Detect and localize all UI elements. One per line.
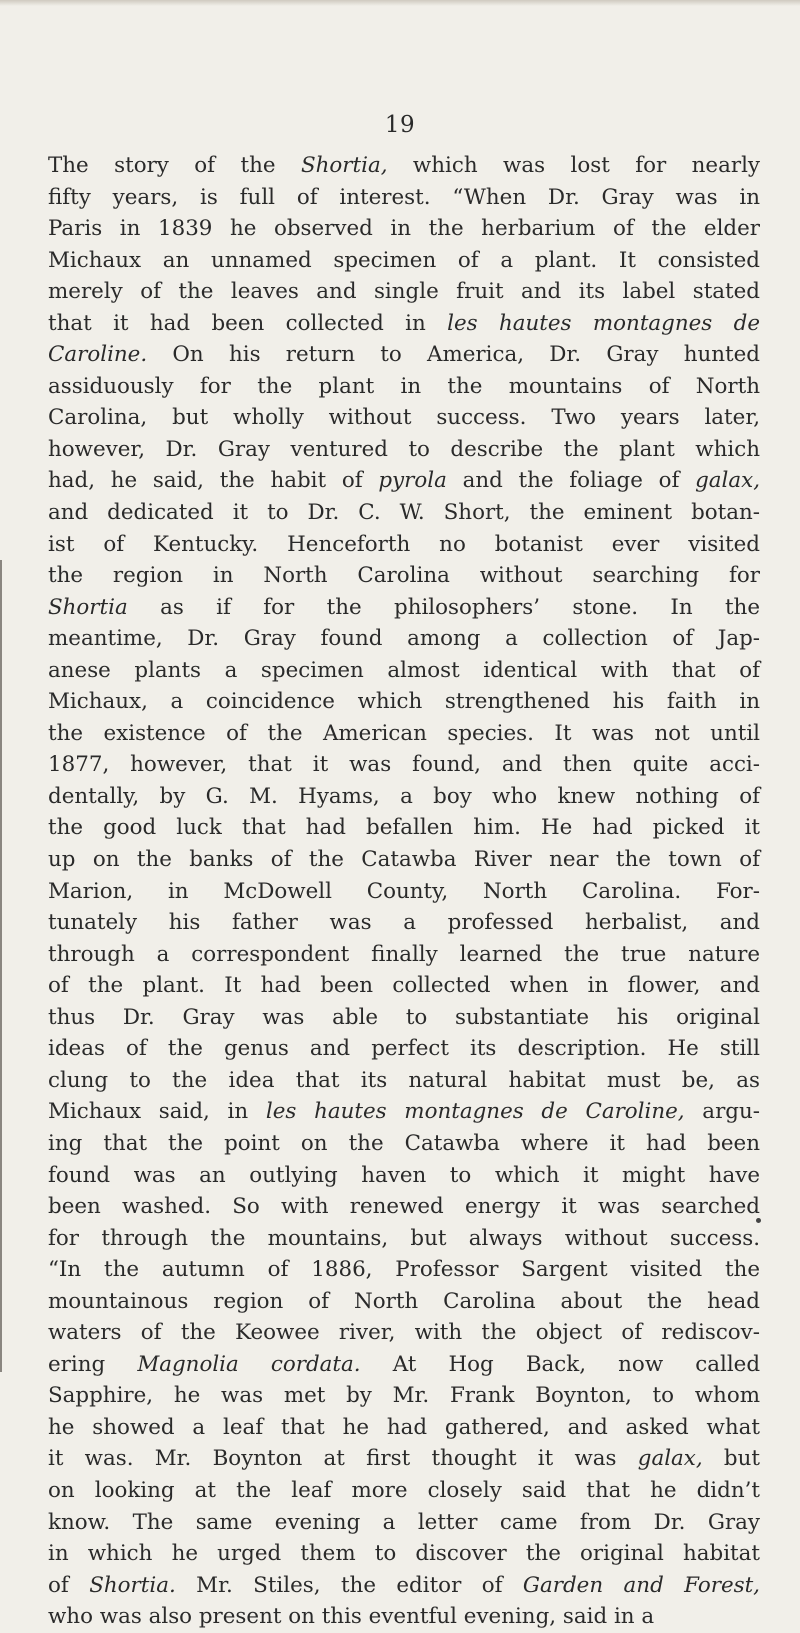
text-run: on looking at the leaf more closely said that he didn’t (48, 1477, 760, 1503)
text-line (48, 1160, 760, 1192)
text-run: the existence of the American species. It was not until (48, 720, 760, 746)
text-run: of the plant. It had been collected when in flower, and (48, 973, 760, 999)
text-run: fifty years, is full of interest. “When Dr. Gray was in (48, 184, 760, 210)
text-run: ist of Kentucky. Henceforth no botanist ever visited (48, 531, 760, 557)
text-line (48, 1443, 760, 1475)
text-line (48, 623, 760, 655)
text-line (48, 1475, 760, 1507)
text-run: which was lost for nearly (387, 153, 760, 178)
text-line (48, 182, 760, 214)
text-run: that it had been collected in (48, 310, 448, 336)
text-run: had, he said, the habit of (48, 468, 379, 494)
text-run: but (702, 1446, 760, 1472)
text-line (48, 1128, 760, 1160)
italic-text: Garden and Forest, (522, 1572, 760, 1598)
text-line (48, 1002, 760, 1034)
text-run: Michaux an unnamed specimen of a plant. It consisted (48, 247, 760, 273)
text-line (48, 1223, 760, 1255)
italic-text: Shortia, (300, 153, 388, 178)
text-run: Carolina, but wholly without success. Two years later, (48, 405, 760, 431)
text-line (48, 1349, 760, 1381)
text-run: The story of the (48, 153, 301, 178)
text-run: Mr. Stiles, the editor of (175, 1572, 523, 1598)
text-run: of (48, 1572, 90, 1598)
text-run: tunately his father was a professed herbalist, and (48, 910, 760, 936)
text-line (48, 339, 760, 371)
text-run: At Hog Back, now called (360, 1351, 761, 1377)
text-line (48, 1254, 760, 1286)
text-line (48, 276, 760, 308)
text-line (48, 1538, 760, 1570)
italic-text: les hautes montagnes de Caroline, (265, 1099, 685, 1125)
text-run: the good luck that had befallen him. He had picked it (48, 815, 760, 841)
text-line (48, 655, 760, 687)
text-line (48, 1191, 760, 1223)
text-run: ering (48, 1351, 138, 1377)
text-run: through a correspondent finally learned the true nature (48, 941, 760, 967)
text-line (48, 781, 760, 813)
text-line (48, 939, 760, 971)
text-line (48, 592, 760, 624)
text-run: in which he urged them to discover the original habitat (48, 1541, 760, 1567)
text-run: waters of the Keowee river, with the object of rediscov- (48, 1320, 760, 1346)
text-run: meantime, Dr. Gray found among a collection of Jap- (48, 626, 760, 652)
text-line (48, 1412, 760, 1444)
italic-text: Caroline. (48, 342, 148, 368)
italic-text: Shortia. (89, 1572, 176, 1598)
text-run: however, Dr. Gray ventured to describe the plant which (48, 436, 760, 462)
text-line (48, 718, 760, 750)
text-run: assiduously for the plant in the mountains of North (48, 373, 760, 399)
text-run: “In the autumn of 1886, Professor Sargent visited the (48, 1257, 760, 1283)
text-line (48, 907, 760, 939)
text-line (48, 686, 760, 718)
text-line (48, 434, 760, 466)
text-run: up on the banks of the Catawba River near the town of (48, 847, 760, 873)
text-line (48, 1065, 760, 1097)
page-top-edge (0, 0, 800, 6)
text-line (48, 812, 760, 844)
text-run: and dedicated it to Dr. C. W. Short, the eminent botan- (48, 500, 760, 526)
text-line (48, 1286, 760, 1318)
text-line (48, 1096, 760, 1128)
text-run: he showed a leaf that he had gathered, and asked what (48, 1414, 760, 1440)
text-line (48, 150, 760, 182)
text-run: found was an outlying haven to which it might have (48, 1162, 760, 1188)
text-line (48, 1507, 760, 1539)
text-run: Paris in 1839 he observed in the herbarium of the elder (48, 216, 760, 242)
text-line (48, 1380, 760, 1412)
italic-text: les hautes montagnes de (447, 310, 760, 336)
text-run: ing that the point on the Catawba where it had been (48, 1130, 760, 1156)
body-paragraph (48, 150, 760, 1633)
italic-text: Magnolia cordata. (137, 1351, 361, 1377)
text-line (48, 1601, 760, 1633)
italic-text: Shortia (48, 594, 128, 620)
text-run: for through the mountains, but always without success. (48, 1225, 760, 1251)
italic-text: galax, (637, 1446, 703, 1472)
text-run: argu- (684, 1099, 760, 1125)
text-line (48, 213, 760, 245)
text-line (48, 844, 760, 876)
text-line (48, 560, 760, 592)
italic-text: pyrola (378, 468, 447, 494)
text-run: clung to the idea that its natural habitat must be, as (48, 1067, 760, 1093)
text-run: as if for the philosophers’ stone. In the (127, 594, 760, 620)
text-line (48, 245, 760, 277)
text-run: 1877, however, that it was found, and then quite acci- (48, 752, 760, 778)
text-run: Michaux said, in (48, 1099, 266, 1125)
italic-text: galax, (695, 468, 760, 494)
text-run: the region in North Carolina without searching for (48, 563, 760, 589)
text-line (48, 465, 760, 497)
text-line (48, 371, 760, 403)
text-run: merely of the leaves and single fruit and its label stated (48, 279, 760, 305)
text-line (48, 876, 760, 908)
text-run: anese plants a specimen almost identical with that of (48, 657, 760, 683)
text-line (48, 497, 760, 529)
text-run: know. The same evening a letter came from Dr. Gray (48, 1509, 760, 1535)
text-run: mountainous region of North Carolina about the head (48, 1288, 760, 1314)
text-line (48, 970, 760, 1002)
text-line (48, 1570, 760, 1602)
text-run: Marion, in McDowell County, North Carolina. For- (48, 878, 760, 904)
text-run: it was. Mr. Boynton at first thought it was (48, 1446, 638, 1472)
text-line (48, 749, 760, 781)
page-number: 19 (384, 112, 416, 138)
text-run: dentally, by G. M. Hyams, a boy who knew nothing of (48, 783, 760, 809)
text-run: thus Dr. Gray was able to substantiate his original (48, 1004, 760, 1030)
text-line (48, 1317, 760, 1349)
text-line (48, 308, 760, 340)
text-run: Michaux, a coincidence which strengthened his faith in (48, 689, 760, 715)
text-line (48, 402, 760, 434)
text-run: Sapphire, he was met by Mr. Frank Boynton, to whom (48, 1383, 760, 1409)
text-line (48, 1033, 760, 1065)
text-run: and the foliage of (446, 468, 696, 494)
text-run: been washed. So with renewed energy it was searched (48, 1194, 760, 1220)
text-run: On his return to America, Dr. Gray hunted (147, 342, 760, 368)
page-left-edge (0, 560, 2, 1372)
text-line (48, 529, 760, 561)
text-run: who was also present on this eventful evening, said in a (48, 1604, 655, 1630)
text-run: ideas of the genus and perfect its description. He still (48, 1036, 760, 1062)
